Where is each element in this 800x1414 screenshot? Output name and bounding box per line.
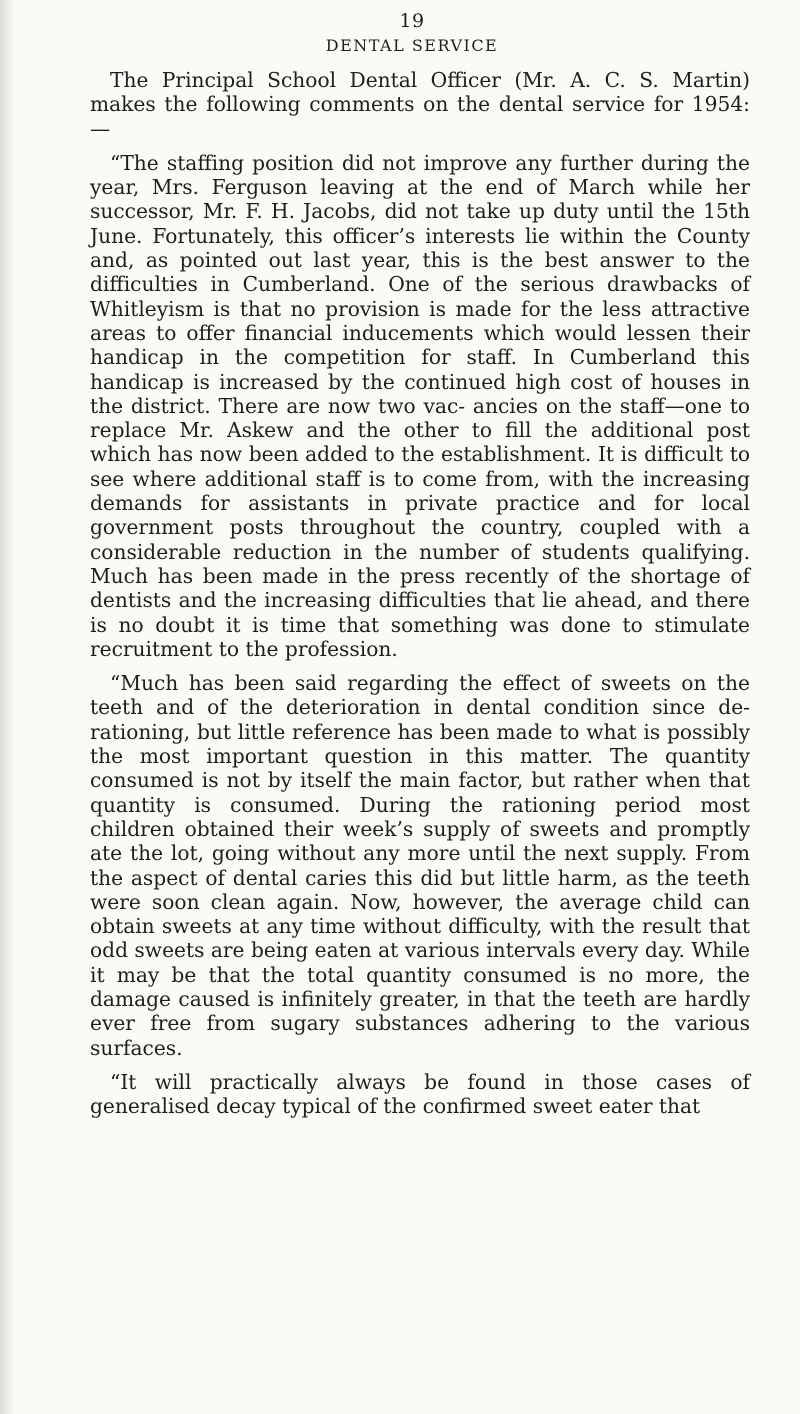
section-heading: DENTAL SERVICE [325,36,499,55]
paragraph-staffing: “The staffing position did not improve any further during the year, Mrs. Ferguson leaving at the end of March while her successor, Mr. F. H. Jacobs, did not take up duty until the 15th June. Fortunately, this officer’s interests lie within the County and, as pointed out last year, this is the best answer to the difficulties in Cumberland. One of the serious drawbacks of Whitleyism is that no provision is made for the less attractive areas to offer financial inducements which would lessen their handicap in the competition for staff. In Cumberland this handicap is increased by the continued high cost of houses in the district. There are now two vac- ancies on the staff—one to replace Mr. Askew and the other to fill the additional post which has now been added to the establishment. It is difficult to see where additional staff is to come from, with the increasing demands for assistants in private practice and for local government posts throughout the country, coupled with a considerable reduction in the number of students qualifying. Much has been made in the press recently of the shortage of dentists and the increasing difficulties that lie ahead, and there is no doubt it is time that something was done to stimulate recruitment to the profession. [90,150,750,661]
page-binding-edge [0,0,14,1414]
body-text [90,68,750,1128]
paragraph-decay: “It will practically always be found in those cases of generalised decay typical of the confirmed sweet eater that [90,1069,750,1119]
page-number: 19 [399,10,425,32]
paragraph-intro: The Principal School Dental Officer (Mr. A. C. S. Martin) makes the following comments on the dental service for 1954: — [90,68,750,141]
paragraph-sweets: “Much has been said regarding the effect of sweets on the teeth and of the deterioration in dental condition since de-rationing, but little reference has been made to what is possibly the most important question in this matter. The quantity consumed is not by itself the main factor, but rather when that quantity is consumed. During the rationing period most children obtained their week’s supply of sweets and promptly ate the lot, going without any more until the next supply. From the aspect of dental caries this did but little harm, as the teeth were soon clean again. Now, however, the average child can obtain sweets at any time without difficulty, with the result that odd sweets are being eaten at various intervals every day. While it may be that the total quantity consumed is no more, the damage caused is infinitely greater, in that the teeth are hardly ever free from sugary substances adhering to the various surfaces. [90,671,750,1060]
